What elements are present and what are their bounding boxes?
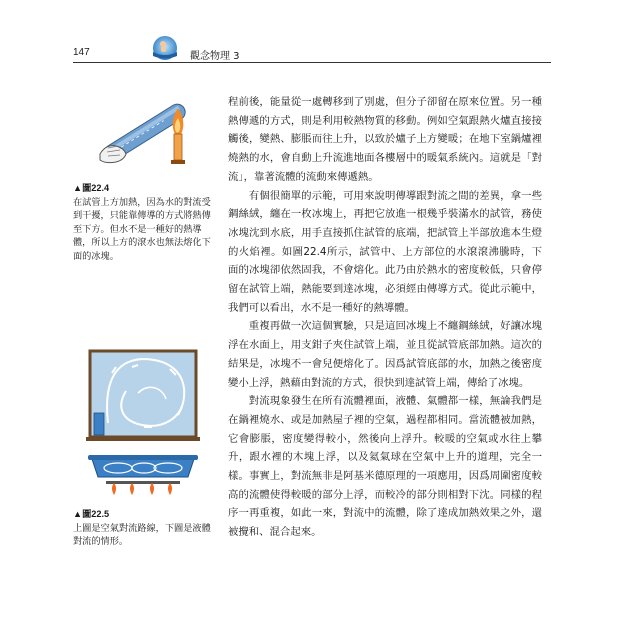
paragraph: 重複再做一次這個實驗，只是這回冰塊上不纏鋼絲絨，好讓冰塊浮在水面上，用支鉗子夾住試管上端，並且從試管底部加熱。這次的結果是，冰塊不一會兒便熔化了。因爲試管底部的水，加熱之後密度變小上浮，熱藉由對流的方式，很快到達試管上端，傳給了冰塊。 <box>228 320 542 389</box>
book-title: 觀念物理 3 <box>190 51 240 62</box>
book-logo-icon <box>144 33 186 61</box>
figure-22-5-illustration <box>82 347 204 499</box>
page-number: 147 <box>73 47 90 58</box>
main-body-text <box>228 93 542 542</box>
pan-liquid-convection <box>88 455 198 495</box>
header-rule <box>73 62 551 63</box>
figure-22-4-illustration <box>98 88 194 180</box>
paragraph: 程前後，能量從一處轉移到了別處，但分子卻留在原來位置。另一種熱傳遞的方式，則是利用較熱物質的移動。例如空氣跟熱火爐直接接觸後，變熱、膨脹而往上升，以致於爐子上方變暖；在地下室鍋爐裡燒熱的水，會自動上升流進地面各樓層中的暖氣系統內。這就是「對流」，靠著流體的流動來傳遞熱。 <box>228 96 542 183</box>
figure-22-5-caption <box>73 508 211 549</box>
figure-22-4-caption-text: 在試管上方加熱，因為水的對流受到干擾，只能靠傳導的方式將熱傳至下方。但水不是一種好的熱導體，所以上方的滾水也無法熔化下面的冰塊。 <box>73 196 211 262</box>
burner-flames-icon <box>112 483 172 495</box>
figure-22-5-label: ▲圖22.5 <box>73 509 110 519</box>
paragraph: 對流現象發生在所有流體裡面，液體、氣體都一樣，無論我們是在鍋裡燒水、或是加熱屋子裡的空氣，過程都相同。當流體被加熱，它會膨脹，密度變得較小，然後向上浮升。較暖的空氣或水往上攀升，跟水裡的木塊上浮，以及氦氣球在空氣中上升的道理，完全一樣。事實上，對流無非是阿基米德原理的一項應用，因爲周圍密度較高的流體使得較暖的部分上浮，而較冷的部分則相對下沈。同樣的程序一再重複，如此一來，對流中的流體，除了達成加熱效果之外，還被攪和、混合起來。 <box>228 395 542 539</box>
radiator-icon <box>94 413 104 435</box>
figure-22-5-caption-text: 上圖是空氣對流路線，下圖是液體對流的情形。 <box>73 522 211 548</box>
figure-22-4-caption <box>73 182 211 264</box>
hand-holding-tube-icon <box>100 146 126 163</box>
figure-22-4-label: ▲圖22.4 <box>73 183 110 193</box>
paragraph: 有個很簡單的示範，可用來說明傳導跟對流之間的差異，拿一些鋼絲絨，纏在一枚冰塊上，再把它放進一根幾乎裝滿水的試管，務使冰塊沈到水底，用手直接抓住試管的底端，把試管上半部放進本生燈的火焰裡。如圖22.4所示，試管中、上方部位的水滾滾沸騰時，下面的冰塊卻依然固我，不會熔化。此乃由於熱水的密度較低，只會停留在試管上端，熱能要到達冰塊，必須經由傳導方式。從此示範中，我們可以看出，水不是一種好的熱導體。 <box>228 189 542 314</box>
room-air-convection <box>86 351 200 441</box>
